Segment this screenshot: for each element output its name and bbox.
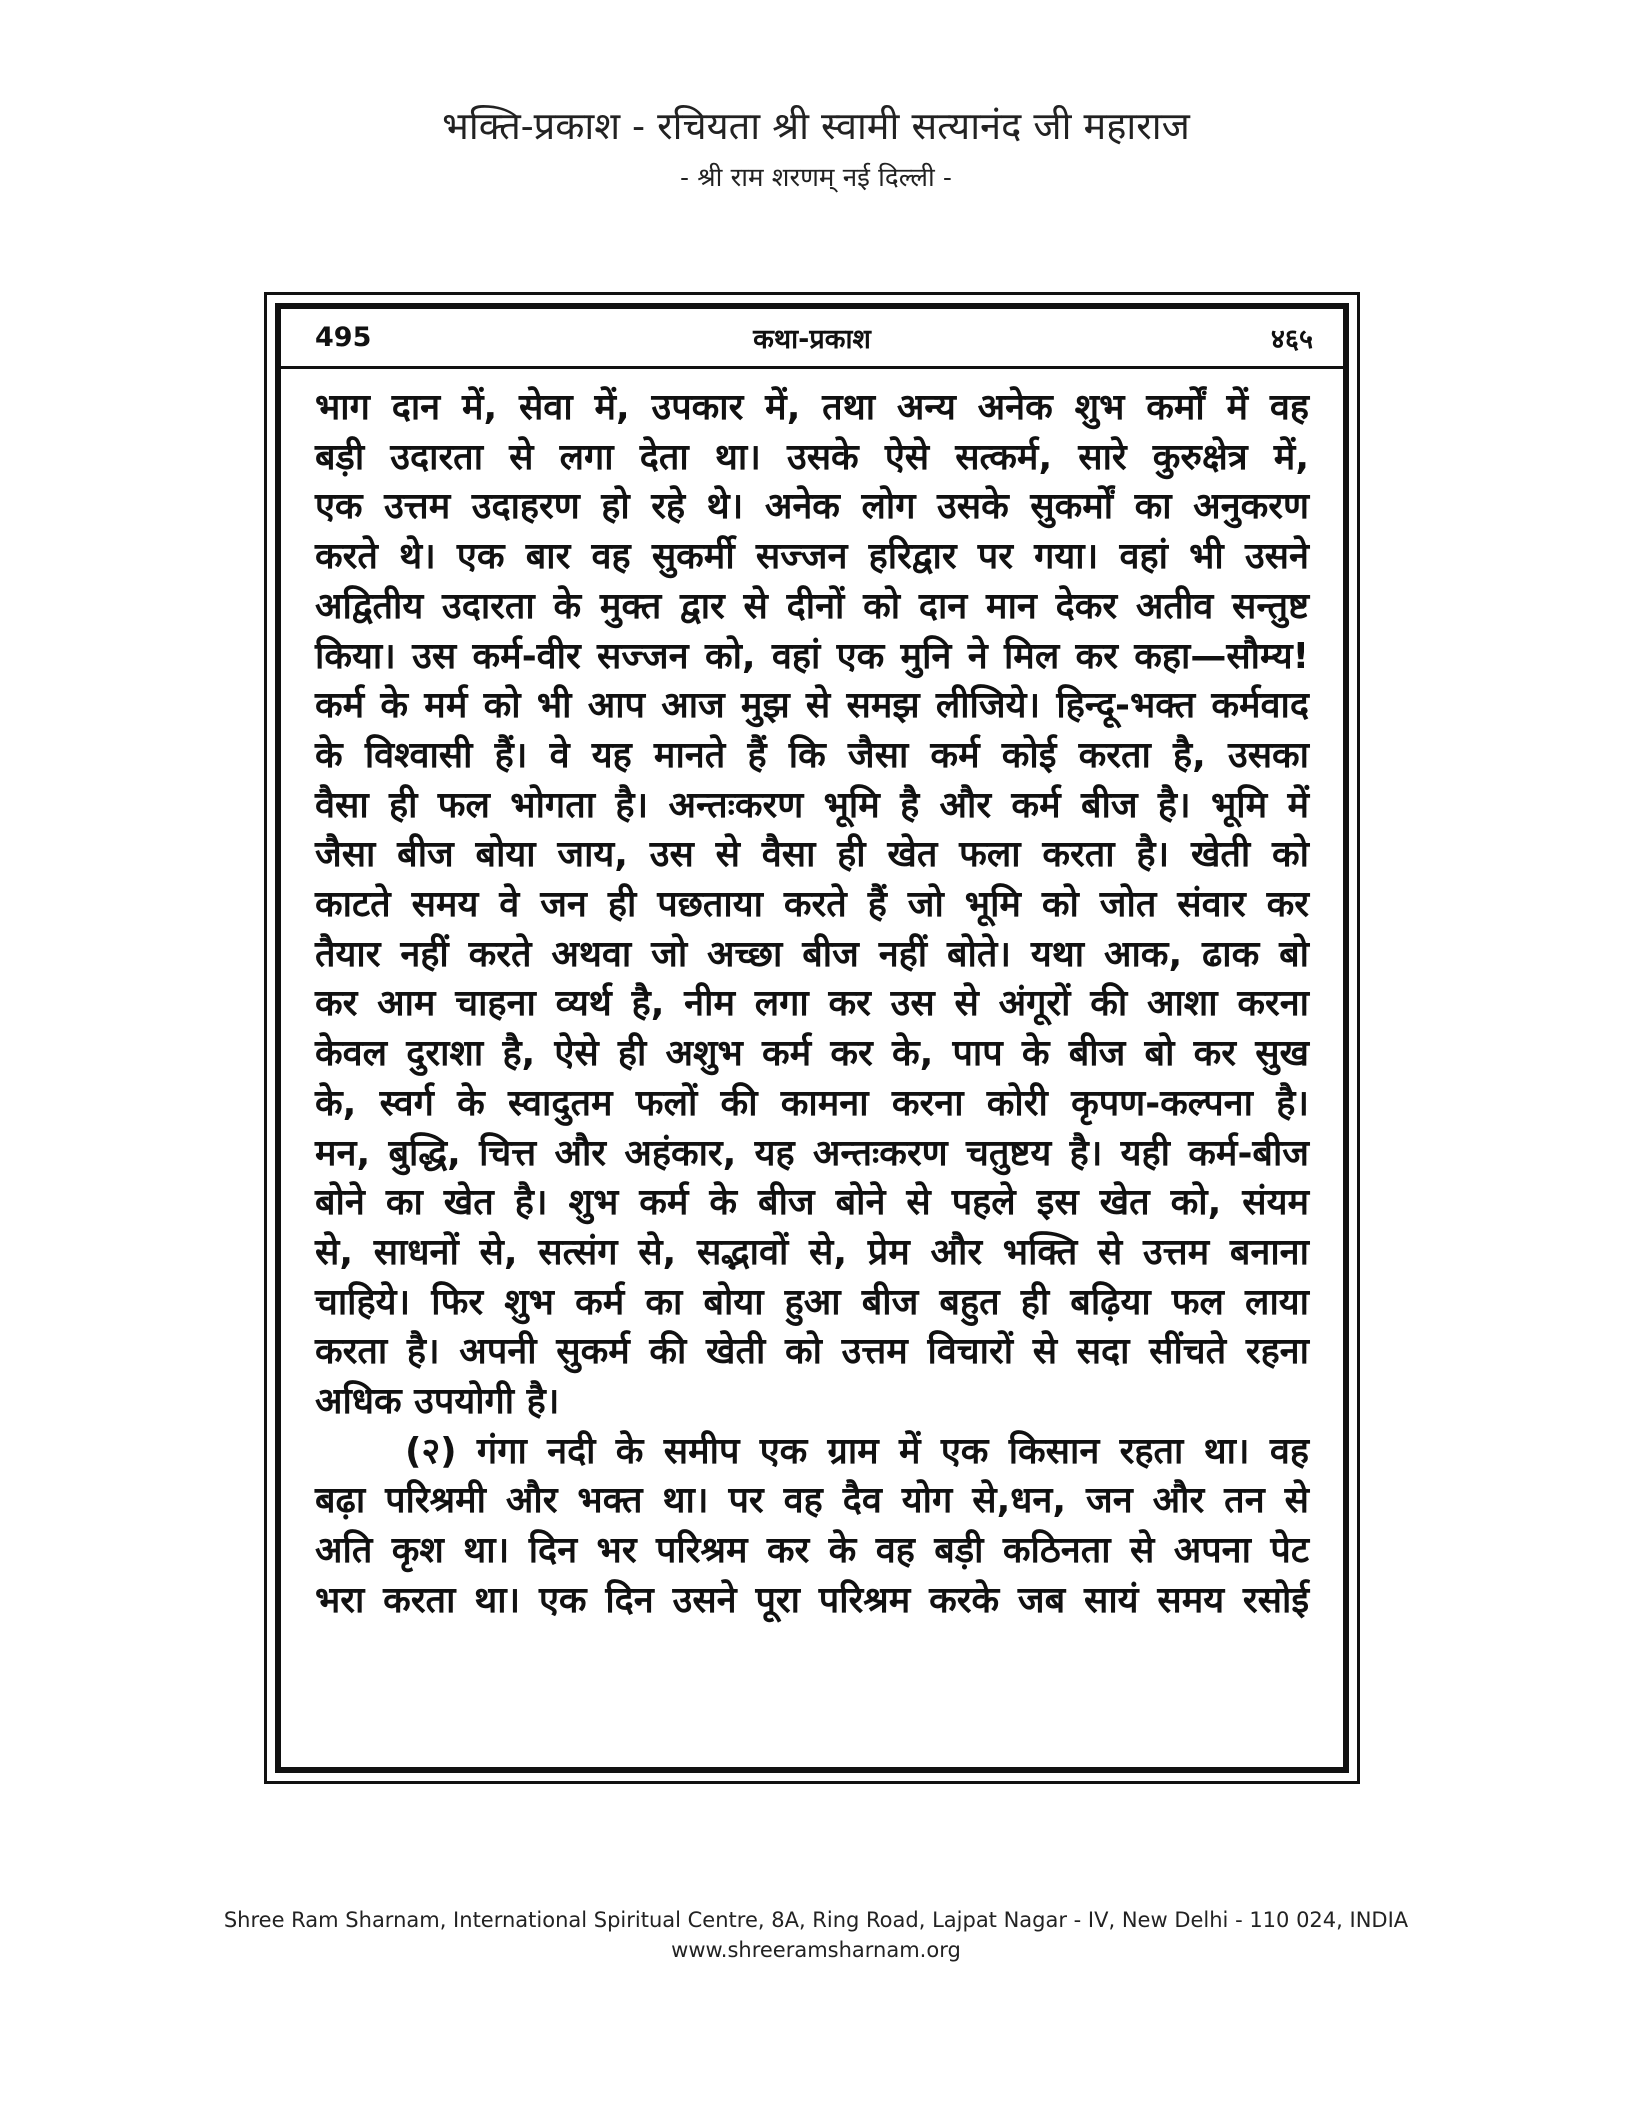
- text-line: जैसा बीज बोया जाय, उस से वैसा ही खेत फला करता है। खेती को: [315, 834, 1309, 876]
- text-line: कर आम चाहना व्यर्थ है, नीम लगा कर उस से अंगूरों की आशा करना: [315, 983, 1309, 1025]
- text-line: वैसा ही फल भोगता है। अन्तःकरण भूमि है और कर्म बीज है। भूमि में: [315, 784, 1309, 826]
- text-line: बड़ी उदारता से लगा देता था। उसके ऐसे सत्कर्म, सारे कुरुक्षेत्र में,: [315, 436, 1309, 478]
- running-title: कथा-प्रकाश: [753, 324, 871, 355]
- text-line: कर्म के मर्म को भी आप आज मुझ से समझ लीजिये। हिन्दू-भक्त कर्मवाद: [315, 685, 1309, 727]
- text-line: भरा करता था। एक दिन उसने पूरा परिश्रम करके जब सायं समय रसोई: [315, 1579, 1309, 1621]
- text-line: के, स्वर्ग के स्वादुतम फलों की कामना करना कोरी कृपण-कल्पना है।: [315, 1082, 1309, 1124]
- page-number-right: ४६५: [1270, 324, 1313, 355]
- text-line: चाहिये। फिर शुभ कर्म का बोया हुआ बीज बहुत ही बढ़िया फल लाया: [315, 1281, 1309, 1323]
- page-inner-frame: [275, 303, 1349, 1773]
- book-subtitle: - श्री राम शरणम् नई दिल्ली -: [680, 163, 952, 193]
- text-line: अति कृश था। दिन भर परिश्रम कर के वह बड़ी कठिनता से अपना पेट: [315, 1530, 1309, 1572]
- text-line: किया। उस कर्म-वीर सज्जन को, वहां एक मुनि ने मिल कर कहा—सौम्य!: [315, 635, 1309, 677]
- text-line: अद्वितीय उदारता के मुक्त द्वार से दीनों को दान मान देकर अतीव सन्तुष्ट: [315, 585, 1309, 627]
- text-line: एक उत्तम उदाहरण हो रहे थे। अनेक लोग उसके सुकर्मों का अनुकरण: [315, 486, 1309, 528]
- text-line: केवल दुराशा है, ऐसे ही अशुभ कर्म कर के, पाप के बीज बो कर सुख: [315, 1033, 1309, 1075]
- text-line: काटते समय वे जन ही पछताया करते हैं जो भूमि को जोत संवार कर: [315, 884, 1309, 926]
- text-line: के विश्वासी हैं। वे यह मानते हैं कि जैसा कर्म कोई करता है, उसका: [315, 734, 1309, 776]
- document-header: [0, 100, 1632, 198]
- body-text: [315, 383, 1309, 1626]
- text-line: से, साधनों से, सत्संग से, सद्भावों से, प्रेम और भक्ति से उत्तम बनाना: [315, 1231, 1309, 1273]
- text-line: मन, बुद्धि, चित्त और अहंकार, यह अन्तःकरण चतुष्टय है। यही कर्म-बीज: [315, 1132, 1309, 1174]
- text-line: बोने का खेत है। शुभ कर्म के बीज बोने से पहले इस खेत को, संयम: [315, 1182, 1309, 1224]
- page-frame: [264, 292, 1360, 1784]
- document-footer: [0, 1905, 1632, 1965]
- text-line: करता है। अपनी सुकर्म की खेती को उत्तम विचारों से सदा सींचते रहना: [315, 1331, 1309, 1373]
- running-head: [281, 309, 1343, 369]
- footer-address: Shree Ram Sharnam, International Spiritual Centre, 8A, Ring Road, Lajpat Nagar - IV, New Delhi - 110 024, INDIA: [223, 1908, 1409, 1932]
- page-number-left: 495: [315, 322, 372, 353]
- text-line: तैयार नहीं करते अथवा जो अच्छा बीज नहीं बोते। यथा आक, ढाक बो: [315, 933, 1309, 975]
- footer-website: www.shreeramsharnam.org: [671, 1938, 961, 1962]
- text-line: (२) गंगा नदी के समीप एक ग्राम में एक किसान रहता था। वह: [405, 1430, 1309, 1472]
- text-line: भाग दान में, सेवा में, उपकार में, तथा अन्य अनेक शुभ कर्मों में वह: [315, 387, 1309, 428]
- text-line: अधिक उपयोगी है।: [315, 1381, 560, 1423]
- book-title: भक्ति-प्रकाश - रचियता श्री स्वामी सत्यानंद जी महाराज: [442, 104, 1190, 148]
- text-line: करते थे। एक बार वह सुकर्मी सज्जन हरिद्वार पर गया। वहां भी उसने: [315, 536, 1309, 578]
- text-line: बढ़ा परिश्रमी और भक्त था। पर वह दैव योग से,धन, जन और तन से: [315, 1480, 1309, 1522]
